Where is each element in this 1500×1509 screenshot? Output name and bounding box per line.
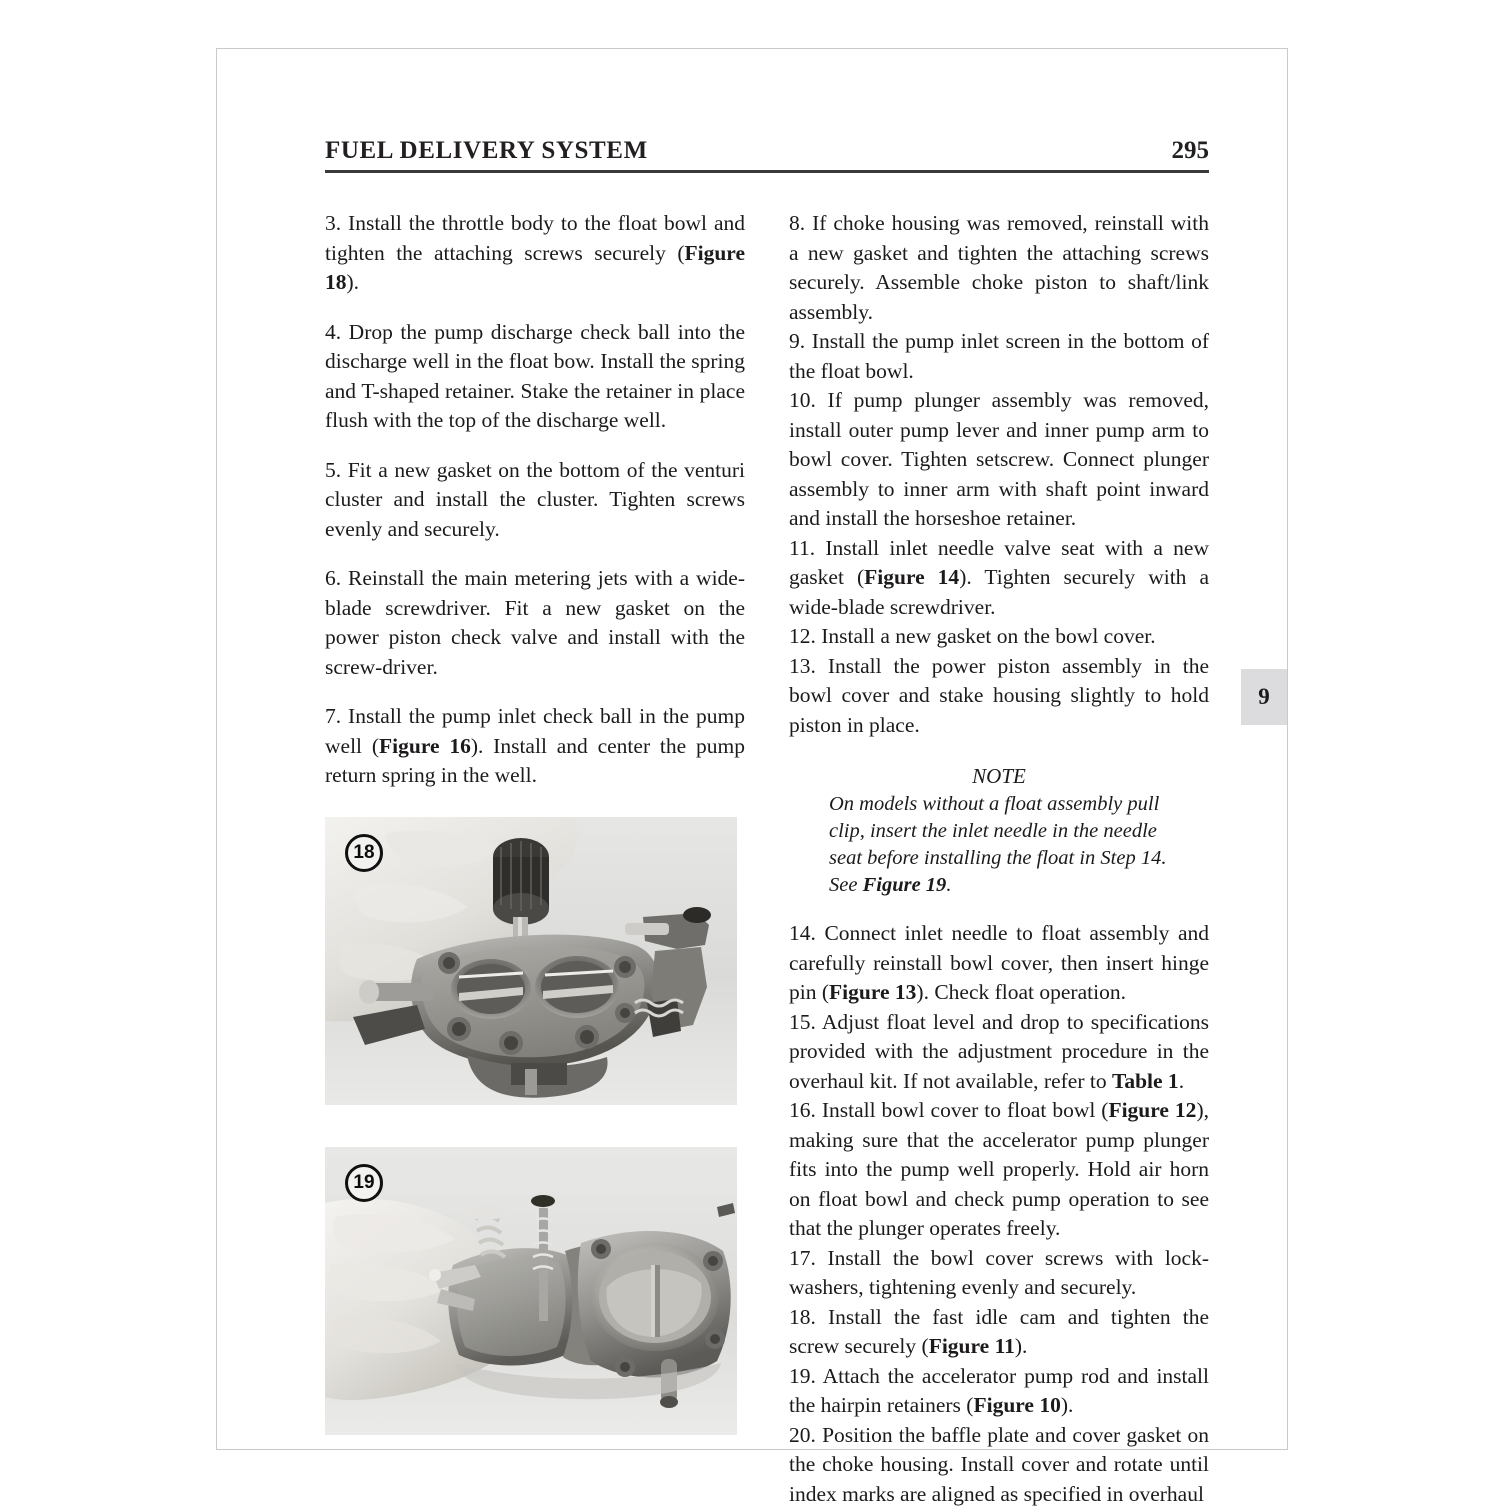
procedure-step: 10. If pump plunger assembly was removed, install outer pump lever and inner pump arm to bowl cover. Tighten setscrew. Connect plunger assembly to inner arm with shaft point inward and install the horseshoe retainer. [789,386,1209,534]
procedure-step: 16. Install bowl cover to float bowl (Figure 12), making sure that the accelerator pump plunger fits into the pump well properly. Hold air horn on float bowl and check pump operation to see that the plunger operates freely. [789,1096,1209,1244]
page-number: 295 [1172,137,1210,165]
procedure-step: 3. Install the throttle body to the float bowl and tighten the attaching screws securely (Figure 18). [325,209,745,298]
procedure-step: 19. Attach the accelerator pump rod and install the hairpin retainers (Figure 10). [789,1362,1209,1421]
right-column-steps-lower [789,919,1209,1509]
procedure-step: 8. If choke housing was removed, reinstall with a new gasket and tighten the attaching screws securely. Assemble choke piston to shaft/link assembly. [789,209,1209,327]
procedure-step: 20. Position the baffle plate and cover gasket on the choke housing. Install cover and rotate until index marks are aligned as specified in overhaul [789,1421,1209,1509]
procedure-step: 14. Connect inlet needle to float assembly and carefully reinstall bowl cover, then insert hinge pin (Figure 13). Check float operation. [789,919,1209,1008]
figure-18 [325,817,737,1105]
manual-page-sheet [216,48,1288,1450]
procedure-step: 15. Adjust float level and drop to specifications provided with the adjustment procedure in the overhaul kit. If not available, refer to Table 1. [789,1008,1209,1097]
procedure-step: 9. Install the pump inlet screen in the bottom of the float bowl. [789,327,1209,386]
figure-reference: Table 1 [1112,1069,1179,1093]
procedure-step: 11. Install inlet needle valve seat with a new gasket (Figure 14). Tighten securely with a wide-blade screwdriver. [789,534,1209,623]
procedure-step: 18. Install the fast idle cam and tighten the screw securely (Figure 11). [789,1303,1209,1362]
figure-reference: Figure 13 [829,980,916,1004]
right-column-steps-upper [789,209,1209,740]
chapter-thumb-tab: 9 [1241,669,1287,725]
running-head [325,133,1209,173]
procedure-step: 17. Install the bowl cover screws with lock-washers, tightening evenly and securely. [789,1244,1209,1303]
figure-reference: Figure 16 [379,734,471,758]
procedure-step: 13. Install the power piston assembly in the bowl cover and stake housing slightly to hold piston in place. [789,652,1209,741]
note-callout [789,762,1209,899]
figure-18-photo [325,817,737,1105]
figure-19 [325,1147,737,1435]
figure-reference: Figure 11 [929,1334,1015,1358]
figure-reference: Figure 14 [864,565,959,589]
note-body: On models without a float assembly pull clip, insert the inlet needle in the needle seat before installing the float in Step 14. See Figure 19. [789,791,1209,899]
figure-badge: 19 [345,1164,383,1202]
page-title: FUEL DELIVERY SYSTEM [325,137,648,165]
figure-reference: Figure 10 [973,1393,1060,1417]
figure-badge: 18 [345,834,383,872]
figure-reference: Figure 18 [325,241,745,295]
procedure-step: 4. Drop the pump discharge check ball into the discharge well in the float bow. Install the spring and T-shaped retainer. Stake the retainer in place flush with the top of the discharge well. [325,318,745,436]
procedure-step: 6. Reinstall the main metering jets with a wide-blade screwdriver. Fit a new gasket on the power piston check valve and install with the screw-driver. [325,564,745,682]
figure-reference: Figure 19 [863,874,947,896]
note-heading: NOTE [789,762,1209,790]
right-column [789,209,1209,1509]
procedure-step: 7. Install the pump inlet check ball in the pump well (Figure 16). Install and center the pump return spring in the well. [325,702,745,791]
left-column [325,209,745,1435]
figure-19-photo [325,1147,737,1435]
procedure-step: 12. Install a new gasket on the bowl cover. [789,622,1209,652]
figure-reference: Figure 12 [1108,1098,1196,1122]
procedure-step: 5. Fit a new gasket on the bottom of the venturi cluster and install the cluster. Tighten screws evenly and securely. [325,456,745,545]
left-column-steps [325,209,745,791]
